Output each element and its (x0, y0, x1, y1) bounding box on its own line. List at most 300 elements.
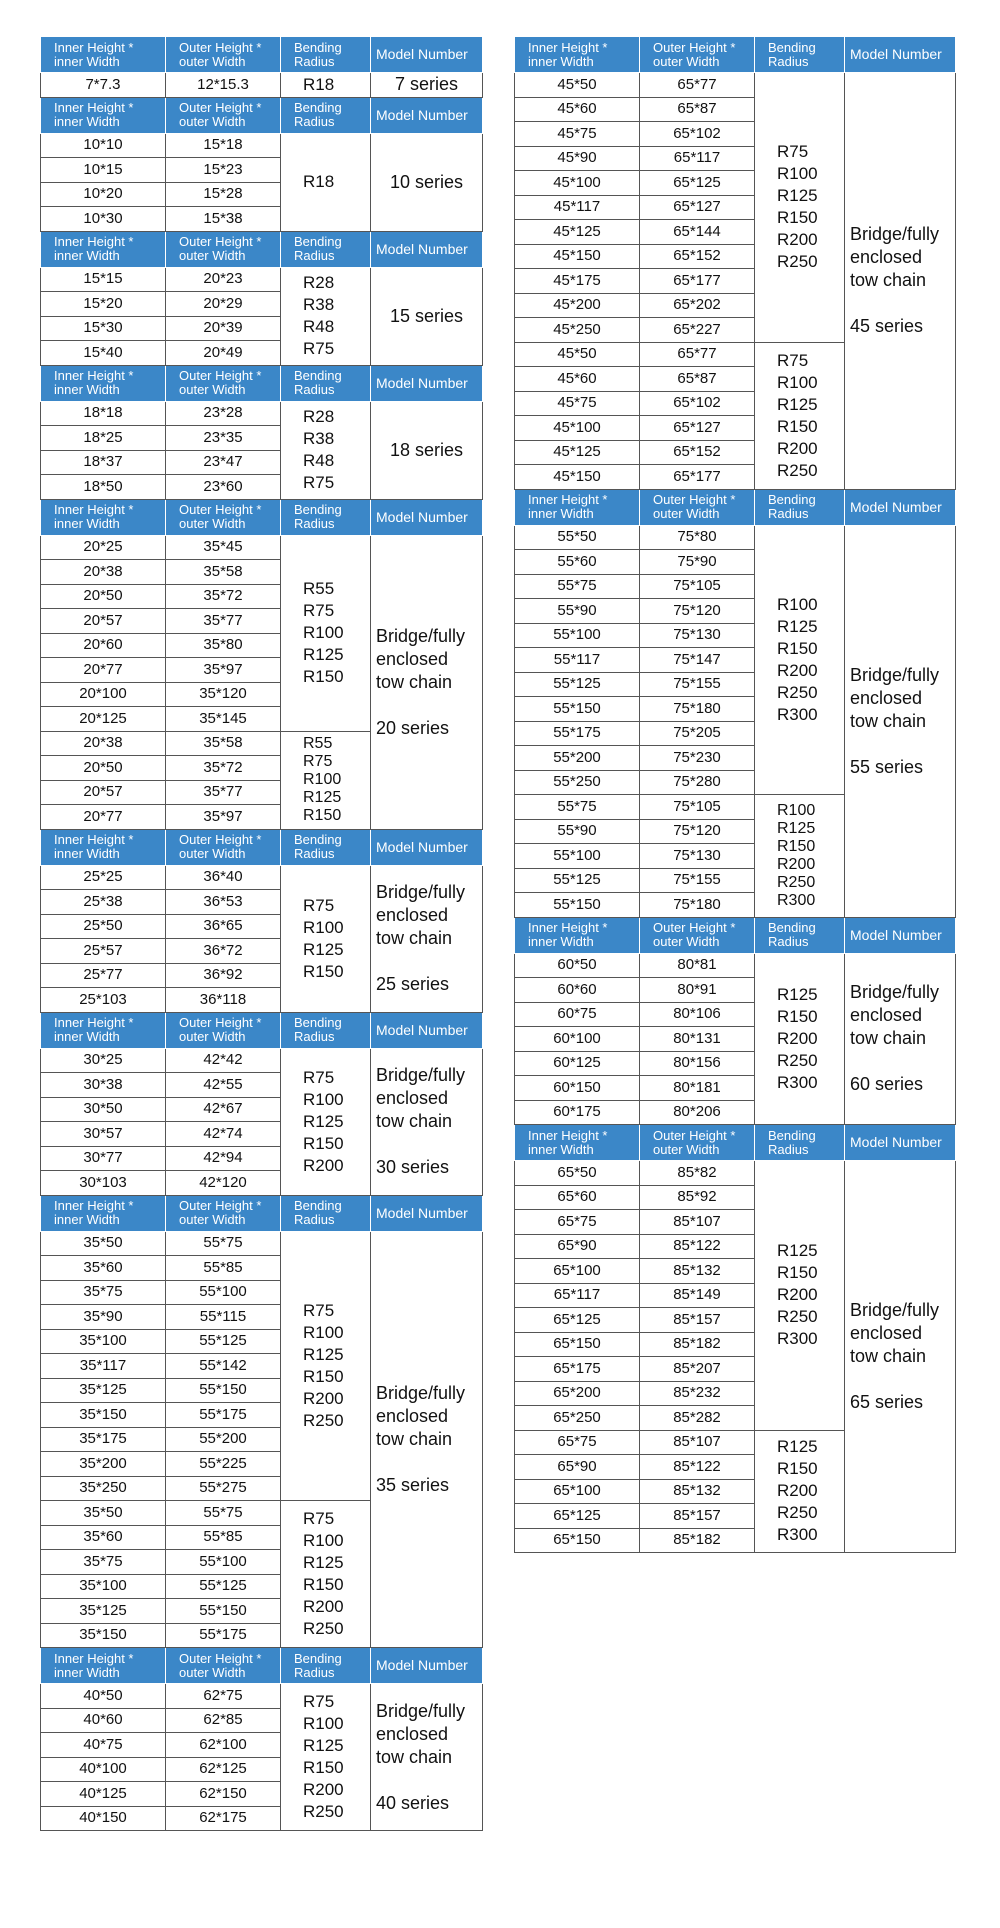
inner-size-cell: 35*200 (41, 1452, 166, 1477)
inner-size-cell: 65*250 (515, 1406, 640, 1431)
outer-size-cell: 55*115 (166, 1305, 281, 1330)
outer-size-cell: 85*122 (640, 1234, 755, 1259)
header-row (515, 37, 956, 73)
outer-size-cell: 75*105 (640, 574, 755, 599)
inner-size-cell: 25*103 (41, 988, 166, 1013)
outer-size-cell: 12*15.3 (166, 73, 281, 98)
header-outer-size: Outer Height * outer Width (166, 499, 281, 535)
inner-size-cell: 30*50 (41, 1097, 166, 1122)
outer-size-cell: 35*72 (166, 756, 281, 781)
inner-size-cell: 10*30 (41, 207, 166, 232)
header-inner-size: Inner Height * inner Width (41, 37, 166, 73)
bending-radius-cell: R28 R38 R48 R75 (281, 267, 371, 365)
inner-size-cell: 55*125 (515, 672, 640, 697)
header-outer-size: Outer Height * outer Width (166, 1648, 281, 1684)
header-bending-radius: Bending Radius (281, 1648, 371, 1684)
outer-size-cell: 80*106 (640, 1002, 755, 1027)
inner-size-cell: 18*18 (41, 401, 166, 426)
outer-size-cell: 85*92 (640, 1185, 755, 1210)
inner-size-cell: 60*150 (515, 1076, 640, 1101)
outer-size-cell: 62*75 (166, 1684, 281, 1709)
header-row (515, 1125, 956, 1161)
bending-radius-cell: R28 R38 R48 R75 (281, 401, 371, 499)
outer-size-cell: 62*100 (166, 1733, 281, 1758)
outer-size-cell: 55*100 (166, 1280, 281, 1305)
inner-size-cell: 18*50 (41, 475, 166, 500)
header-model-number: Model Number (845, 489, 956, 525)
outer-size-cell: 15*28 (166, 182, 281, 207)
inner-size-cell: 35*75 (41, 1280, 166, 1305)
table-row (41, 73, 483, 98)
outer-size-cell: 55*200 (166, 1427, 281, 1452)
inner-size-cell: 35*250 (41, 1476, 166, 1501)
header-outer-size: Outer Height * outer Width (640, 1125, 755, 1161)
bending-radius-cell: R125 R150 R200 R250 R300 (755, 1161, 845, 1431)
outer-size-cell: 75*130 (640, 623, 755, 648)
header-model-number: Model Number (371, 365, 483, 401)
header-bending-radius: Bending Radius (281, 37, 371, 73)
bending-radius-cell: R18 (281, 73, 371, 98)
inner-size-cell: 7*7.3 (41, 73, 166, 98)
table-row (41, 133, 483, 158)
bending-radius-cell: R125 R150 R200 R250 R300 (755, 1430, 845, 1553)
outer-size-cell: 65*152 (640, 440, 755, 465)
outer-size-cell: 65*117 (640, 146, 755, 171)
inner-size-cell: 30*38 (41, 1073, 166, 1098)
inner-size-cell: 45*117 (515, 195, 640, 220)
header-row (41, 37, 483, 73)
bending-radius-cell: R125 R150 R200 R250 R300 (755, 953, 845, 1125)
outer-size-cell: 65*102 (640, 391, 755, 416)
inner-size-cell: 25*77 (41, 963, 166, 988)
outer-size-cell: 35*45 (166, 535, 281, 560)
outer-size-cell: 65*102 (640, 122, 755, 147)
header-model-number: Model Number (371, 1195, 483, 1231)
outer-size-cell: 35*72 (166, 584, 281, 609)
header-model-number: Model Number (371, 829, 483, 865)
outer-size-cell: 75*147 (640, 648, 755, 673)
outer-size-cell: 75*120 (640, 599, 755, 624)
inner-size-cell: 45*50 (515, 342, 640, 367)
inner-size-cell: 60*125 (515, 1051, 640, 1076)
outer-size-cell: 85*157 (640, 1308, 755, 1333)
inner-size-cell: 20*50 (41, 584, 166, 609)
outer-size-cell: 75*205 (640, 721, 755, 746)
header-row (41, 97, 483, 133)
outer-size-cell: 15*23 (166, 158, 281, 183)
outer-size-cell: 85*207 (640, 1357, 755, 1382)
table-row (515, 73, 956, 98)
outer-size-cell: 15*38 (166, 207, 281, 232)
table-row (515, 953, 956, 978)
outer-size-cell: 20*49 (166, 341, 281, 366)
inner-size-cell: 55*90 (515, 599, 640, 624)
inner-size-cell: 20*77 (41, 658, 166, 683)
outer-size-cell: 23*47 (166, 450, 281, 475)
header-bending-radius: Bending Radius (281, 829, 371, 865)
inner-size-cell: 65*175 (515, 1357, 640, 1382)
outer-size-cell: 65*227 (640, 318, 755, 343)
inner-size-cell: 55*100 (515, 623, 640, 648)
header-inner-size: Inner Height * inner Width (41, 1012, 166, 1048)
outer-size-cell: 36*72 (166, 939, 281, 964)
outer-size-cell: 85*182 (640, 1332, 755, 1357)
outer-size-cell: 20*39 (166, 316, 281, 341)
header-bending-radius: Bending Radius (755, 37, 845, 73)
outer-size-cell: 65*125 (640, 171, 755, 196)
outer-size-cell: 42*94 (166, 1146, 281, 1171)
inner-size-cell: 45*175 (515, 269, 640, 294)
inner-size-cell: 60*60 (515, 978, 640, 1003)
model-number-cell: Bridge/fully enclosed tow chain 40 series (371, 1684, 483, 1831)
outer-size-cell: 75*90 (640, 550, 755, 575)
header-model-number: Model Number (371, 97, 483, 133)
inner-size-cell: 45*60 (515, 367, 640, 392)
outer-size-cell: 75*155 (640, 672, 755, 697)
table-row (41, 1684, 483, 1709)
outer-size-cell: 62*175 (166, 1806, 281, 1831)
bending-radius-cell: R100 R125 R150 R200 R250 R300 (755, 795, 845, 918)
header-bending-radius: Bending Radius (281, 97, 371, 133)
header-model-number: Model Number (371, 1648, 483, 1684)
right-spec-table (514, 36, 956, 1553)
header-inner-size: Inner Height * inner Width (41, 1195, 166, 1231)
inner-size-cell: 10*15 (41, 158, 166, 183)
outer-size-cell: 85*122 (640, 1455, 755, 1480)
model-number-cell: Bridge/fully enclosed tow chain 45 series (845, 73, 956, 490)
outer-size-cell: 55*100 (166, 1550, 281, 1575)
inner-size-cell: 45*250 (515, 318, 640, 343)
table-row (41, 267, 483, 292)
bending-radius-cell: R55 R75 R100 R125 R150 (281, 535, 371, 731)
outer-size-cell: 75*180 (640, 697, 755, 722)
outer-size-cell: 20*23 (166, 267, 281, 292)
inner-size-cell: 65*50 (515, 1161, 640, 1186)
header-outer-size: Outer Height * outer Width (640, 917, 755, 953)
header-model-number: Model Number (371, 1012, 483, 1048)
outer-size-cell: 36*53 (166, 890, 281, 915)
bending-radius-cell: R75 R100 R125 R150 R200 R250 (281, 1684, 371, 1831)
outer-size-cell: 80*81 (640, 953, 755, 978)
header-outer-size: Outer Height * outer Width (640, 489, 755, 525)
model-number-cell: Bridge/fully enclosed tow chain 65 series (845, 1161, 956, 1553)
bending-radius-cell: R75 R100 R125 R150 R200 R250 (755, 342, 845, 489)
inner-size-cell: 20*60 (41, 633, 166, 658)
inner-size-cell: 20*38 (41, 560, 166, 585)
inner-size-cell: 45*150 (515, 465, 640, 490)
header-outer-size: Outer Height * outer Width (166, 37, 281, 73)
outer-size-cell: 36*65 (166, 914, 281, 939)
header-bending-radius: Bending Radius (281, 499, 371, 535)
inner-size-cell: 65*60 (515, 1185, 640, 1210)
inner-size-cell: 55*200 (515, 746, 640, 771)
inner-size-cell: 65*125 (515, 1308, 640, 1333)
outer-size-cell: 23*28 (166, 401, 281, 426)
outer-size-cell: 55*142 (166, 1354, 281, 1379)
inner-size-cell: 55*60 (515, 550, 640, 575)
inner-size-cell: 18*37 (41, 450, 166, 475)
inner-size-cell: 55*150 (515, 893, 640, 918)
inner-size-cell: 65*100 (515, 1259, 640, 1284)
inner-size-cell: 35*125 (41, 1378, 166, 1403)
outer-size-cell: 35*97 (166, 805, 281, 830)
model-number-cell: 18 series (371, 401, 483, 499)
outer-size-cell: 75*130 (640, 844, 755, 869)
inner-size-cell: 30*25 (41, 1048, 166, 1073)
outer-size-cell: 55*125 (166, 1574, 281, 1599)
outer-size-cell: 35*97 (166, 658, 281, 683)
header-outer-size: Outer Height * outer Width (640, 37, 755, 73)
inner-size-cell: 35*90 (41, 1305, 166, 1330)
outer-size-cell: 20*29 (166, 292, 281, 317)
header-row (41, 1648, 483, 1684)
model-number-cell: Bridge/fully enclosed tow chain 35 series (371, 1231, 483, 1648)
inner-size-cell: 10*10 (41, 133, 166, 158)
outer-size-cell: 80*181 (640, 1076, 755, 1101)
outer-size-cell: 65*152 (640, 244, 755, 269)
inner-size-cell: 65*125 (515, 1504, 640, 1529)
model-number-cell: 7 series (371, 73, 483, 98)
outer-size-cell: 65*144 (640, 220, 755, 245)
inner-size-cell: 55*90 (515, 819, 640, 844)
header-model-number: Model Number (845, 37, 956, 73)
outer-size-cell: 65*127 (640, 195, 755, 220)
outer-size-cell: 65*177 (640, 269, 755, 294)
header-outer-size: Outer Height * outer Width (166, 1012, 281, 1048)
outer-size-cell: 75*180 (640, 893, 755, 918)
outer-size-cell: 85*82 (640, 1161, 755, 1186)
inner-size-cell: 20*38 (41, 731, 166, 756)
outer-size-cell: 85*107 (640, 1210, 755, 1235)
inner-size-cell: 25*50 (41, 914, 166, 939)
outer-size-cell: 75*105 (640, 795, 755, 820)
inner-size-cell: 40*125 (41, 1782, 166, 1807)
header-bending-radius: Bending Radius (281, 231, 371, 267)
header-model-number: Model Number (845, 1125, 956, 1161)
header-row (41, 499, 483, 535)
inner-size-cell: 55*150 (515, 697, 640, 722)
outer-size-cell: 15*18 (166, 133, 281, 158)
table-row (41, 535, 483, 560)
inner-size-cell: 20*25 (41, 535, 166, 560)
header-inner-size: Inner Height * inner Width (41, 1648, 166, 1684)
inner-size-cell: 65*150 (515, 1528, 640, 1553)
header-model-number: Model Number (371, 231, 483, 267)
outer-size-cell: 75*230 (640, 746, 755, 771)
outer-size-cell: 65*87 (640, 367, 755, 392)
inner-size-cell: 35*60 (41, 1256, 166, 1281)
header-model-number: Model Number (371, 37, 483, 73)
outer-size-cell: 35*80 (166, 633, 281, 658)
header-inner-size: Inner Height * inner Width (515, 37, 640, 73)
outer-size-cell: 55*125 (166, 1329, 281, 1354)
outer-size-cell: 35*58 (166, 731, 281, 756)
inner-size-cell: 15*40 (41, 341, 166, 366)
header-bending-radius: Bending Radius (755, 917, 845, 953)
outer-size-cell: 80*206 (640, 1100, 755, 1125)
outer-size-cell: 55*150 (166, 1599, 281, 1624)
inner-size-cell: 65*90 (515, 1234, 640, 1259)
outer-size-cell: 42*74 (166, 1122, 281, 1147)
header-row (41, 1195, 483, 1231)
header-outer-size: Outer Height * outer Width (166, 365, 281, 401)
header-inner-size: Inner Height * inner Width (41, 97, 166, 133)
outer-size-cell: 85*132 (640, 1259, 755, 1284)
header-inner-size: Inner Height * inner Width (515, 917, 640, 953)
inner-size-cell: 45*200 (515, 293, 640, 318)
inner-size-cell: 30*77 (41, 1146, 166, 1171)
bending-radius-cell: R75 R100 R125 R150 R200 R250 (281, 1501, 371, 1648)
header-bending-radius: Bending Radius (281, 365, 371, 401)
outer-size-cell: 23*60 (166, 475, 281, 500)
inner-size-cell: 35*175 (41, 1427, 166, 1452)
inner-size-cell: 35*117 (41, 1354, 166, 1379)
bending-radius-cell: R100 R125 R150 R200 R250 R300 (755, 525, 845, 795)
outer-size-cell: 85*149 (640, 1283, 755, 1308)
model-number-cell: Bridge/fully enclosed tow chain 25 series (371, 865, 483, 1012)
outer-size-cell: 55*275 (166, 1476, 281, 1501)
outer-size-cell: 62*150 (166, 1782, 281, 1807)
model-number-cell: 15 series (371, 267, 483, 365)
inner-size-cell: 45*60 (515, 97, 640, 122)
inner-size-cell: 65*90 (515, 1455, 640, 1480)
inner-size-cell: 65*150 (515, 1332, 640, 1357)
outer-size-cell: 75*80 (640, 525, 755, 550)
inner-size-cell: 60*175 (515, 1100, 640, 1125)
inner-size-cell: 25*25 (41, 865, 166, 890)
inner-size-cell: 45*100 (515, 416, 640, 441)
inner-size-cell: 55*75 (515, 795, 640, 820)
outer-size-cell: 55*85 (166, 1525, 281, 1550)
outer-size-cell: 55*75 (166, 1231, 281, 1256)
outer-size-cell: 85*282 (640, 1406, 755, 1431)
outer-size-cell: 42*42 (166, 1048, 281, 1073)
outer-size-cell: 55*175 (166, 1403, 281, 1428)
header-inner-size: Inner Height * inner Width (515, 489, 640, 525)
inner-size-cell: 35*150 (41, 1403, 166, 1428)
outer-size-cell: 55*175 (166, 1623, 281, 1648)
header-outer-size: Outer Height * outer Width (166, 231, 281, 267)
outer-size-cell: 23*35 (166, 426, 281, 451)
outer-size-cell: 65*127 (640, 416, 755, 441)
inner-size-cell: 15*30 (41, 316, 166, 341)
outer-size-cell: 62*85 (166, 1708, 281, 1733)
header-model-number: Model Number (371, 499, 483, 535)
bending-radius-cell: R75 R100 R125 R150 R200 (281, 1048, 371, 1195)
model-number-cell: Bridge/fully enclosed tow chain 30 series (371, 1048, 483, 1195)
header-inner-size: Inner Height * inner Width (41, 231, 166, 267)
outer-size-cell: 55*85 (166, 1256, 281, 1281)
inner-size-cell: 15*20 (41, 292, 166, 317)
inner-size-cell: 55*125 (515, 868, 640, 893)
inner-size-cell: 55*117 (515, 648, 640, 673)
inner-size-cell: 20*57 (41, 780, 166, 805)
outer-size-cell: 36*118 (166, 988, 281, 1013)
inner-size-cell: 45*75 (515, 391, 640, 416)
bending-radius-cell: R75 R100 R125 R150 (281, 865, 371, 1012)
outer-size-cell: 35*77 (166, 609, 281, 634)
header-row (41, 1012, 483, 1048)
inner-size-cell: 65*117 (515, 1283, 640, 1308)
inner-size-cell: 45*90 (515, 146, 640, 171)
left-spec-table (40, 36, 483, 1831)
inner-size-cell: 45*150 (515, 244, 640, 269)
outer-size-cell: 42*67 (166, 1097, 281, 1122)
header-outer-size: Outer Height * outer Width (166, 829, 281, 865)
inner-size-cell: 55*250 (515, 770, 640, 795)
outer-size-cell: 75*280 (640, 770, 755, 795)
inner-size-cell: 45*125 (515, 440, 640, 465)
bending-radius-cell: R55 R75 R100 R125 R150 (281, 731, 371, 829)
model-number-cell: Bridge/fully enclosed tow chain 60 series (845, 953, 956, 1125)
inner-size-cell: 60*75 (515, 1002, 640, 1027)
outer-size-cell: 85*107 (640, 1430, 755, 1455)
outer-size-cell: 35*120 (166, 682, 281, 707)
inner-size-cell: 45*100 (515, 171, 640, 196)
inner-size-cell: 65*75 (515, 1210, 640, 1235)
table-row (515, 1161, 956, 1186)
bending-radius-cell: R75 R100 R125 R150 R200 R250 (281, 1231, 371, 1501)
inner-size-cell: 45*125 (515, 220, 640, 245)
header-bending-radius: Bending Radius (755, 1125, 845, 1161)
header-model-number: Model Number (845, 917, 956, 953)
inner-size-cell: 20*77 (41, 805, 166, 830)
inner-size-cell: 45*50 (515, 73, 640, 98)
outer-size-cell: 35*77 (166, 780, 281, 805)
outer-size-cell: 42*55 (166, 1073, 281, 1098)
header-outer-size: Outer Height * outer Width (166, 1195, 281, 1231)
bending-radius-cell: R18 (281, 133, 371, 231)
outer-size-cell: 80*156 (640, 1051, 755, 1076)
inner-size-cell: 55*50 (515, 525, 640, 550)
outer-size-cell: 65*77 (640, 342, 755, 367)
outer-size-cell: 35*58 (166, 560, 281, 585)
inner-size-cell: 40*50 (41, 1684, 166, 1709)
bending-radius-cell: R75 R100 R125 R150 R200 R250 (755, 73, 845, 343)
header-bending-radius: Bending Radius (281, 1012, 371, 1048)
inner-size-cell: 35*60 (41, 1525, 166, 1550)
inner-size-cell: 45*75 (515, 122, 640, 147)
header-row (41, 829, 483, 865)
inner-size-cell: 25*38 (41, 890, 166, 915)
outer-size-cell: 65*202 (640, 293, 755, 318)
outer-size-cell: 36*92 (166, 963, 281, 988)
inner-size-cell: 15*15 (41, 267, 166, 292)
inner-size-cell: 20*125 (41, 707, 166, 732)
table-row (41, 1231, 483, 1256)
inner-size-cell: 20*100 (41, 682, 166, 707)
table-row (515, 525, 956, 550)
outer-size-cell: 85*132 (640, 1479, 755, 1504)
header-row (515, 489, 956, 525)
outer-size-cell: 80*91 (640, 978, 755, 1003)
header-outer-size: Outer Height * outer Width (166, 97, 281, 133)
outer-size-cell: 55*150 (166, 1378, 281, 1403)
inner-size-cell: 40*100 (41, 1757, 166, 1782)
inner-size-cell: 55*100 (515, 844, 640, 869)
header-inner-size: Inner Height * inner Width (41, 365, 166, 401)
inner-size-cell: 20*57 (41, 609, 166, 634)
outer-size-cell: 55*225 (166, 1452, 281, 1477)
inner-size-cell: 65*200 (515, 1381, 640, 1406)
outer-size-cell: 55*75 (166, 1501, 281, 1526)
outer-size-cell: 85*232 (640, 1381, 755, 1406)
outer-size-cell: 62*125 (166, 1757, 281, 1782)
inner-size-cell: 55*175 (515, 721, 640, 746)
inner-size-cell: 35*50 (41, 1501, 166, 1526)
outer-size-cell: 65*177 (640, 465, 755, 490)
inner-size-cell: 65*100 (515, 1479, 640, 1504)
